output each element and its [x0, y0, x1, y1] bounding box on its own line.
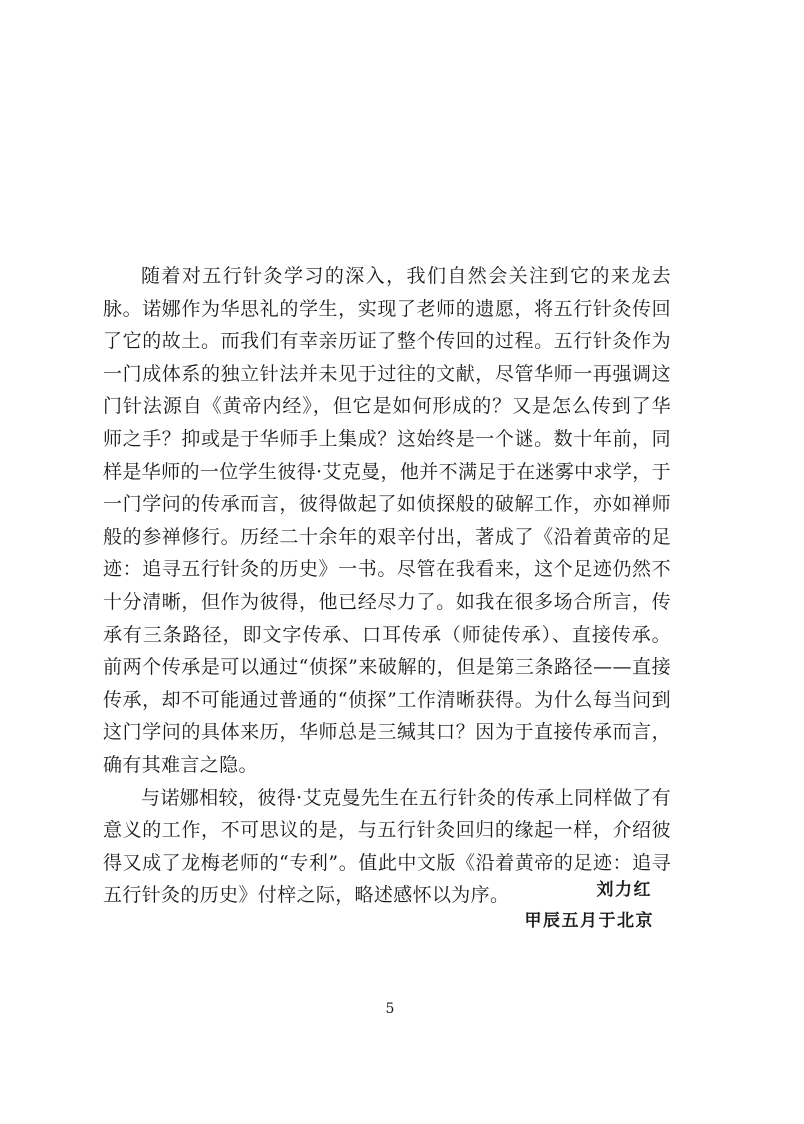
- page-number: 5: [385, 1001, 395, 1017]
- date-place-signature: 甲辰五月于北京: [524, 911, 654, 931]
- paragraph-2: 与诺娜相较，彼得·艾克曼先生在五行针灸的传承上同样做了有意义的工作，不可思议的是，与五行针灸回归的缘起一样，介绍彼得又成了龙梅老师的“专利”。值此中文版《沿着黄帝的足迹：追寻五行针灸的历史》付梓之际，略述感怀以为序。: [103, 786, 671, 907]
- author-signature: 刘力红: [596, 880, 652, 900]
- paragraph-1: 随着对五行针灸学习的深入，我们自然会关注到它的来龙去脉。诺娜作为华思礼的学生，实现了老师的遗愿，将五行针灸传回了它的故土。而我们有幸亲历证了整个传回的过程。五行针灸作为一门成体系的独立针法并未见于过往的文献，尽管华师一再强调这门针法源自《黄帝内经》，但它是如何形成的？又是怎么传到了华师之手？抑或是于华师手上集成？这始终是一个谜。数十年前，同样是华师的一位学生彼得·艾克曼，他并不满足于在迷雾中求学，于一门学问的传承而言，彼得做起了如侦探般的破解工作，亦如禅师般的参禅修行。历经二十余年的艰辛付出，著成了《沿着黄帝的足迹：追寻五行针灸的历史》一书。尽管在我看来，这个足迹仍然不十分清晰，但作为彼得，他已经尽力了。如我在很多场合所言，传承有三条路径，即文字传承、口耳传承（师徒传承）、直接传承。前两个传承是可以通过“侦探”来破解的，但是第三条路径——直接传承，却不可能通过普通的“侦探”工作清晰获得。为什么每当问到这门学问的具体来历，华师总是三缄其口？因为于直接传承而言，确有其难言之隐。: [103, 265, 671, 776]
- preface-body: [103, 260, 671, 912]
